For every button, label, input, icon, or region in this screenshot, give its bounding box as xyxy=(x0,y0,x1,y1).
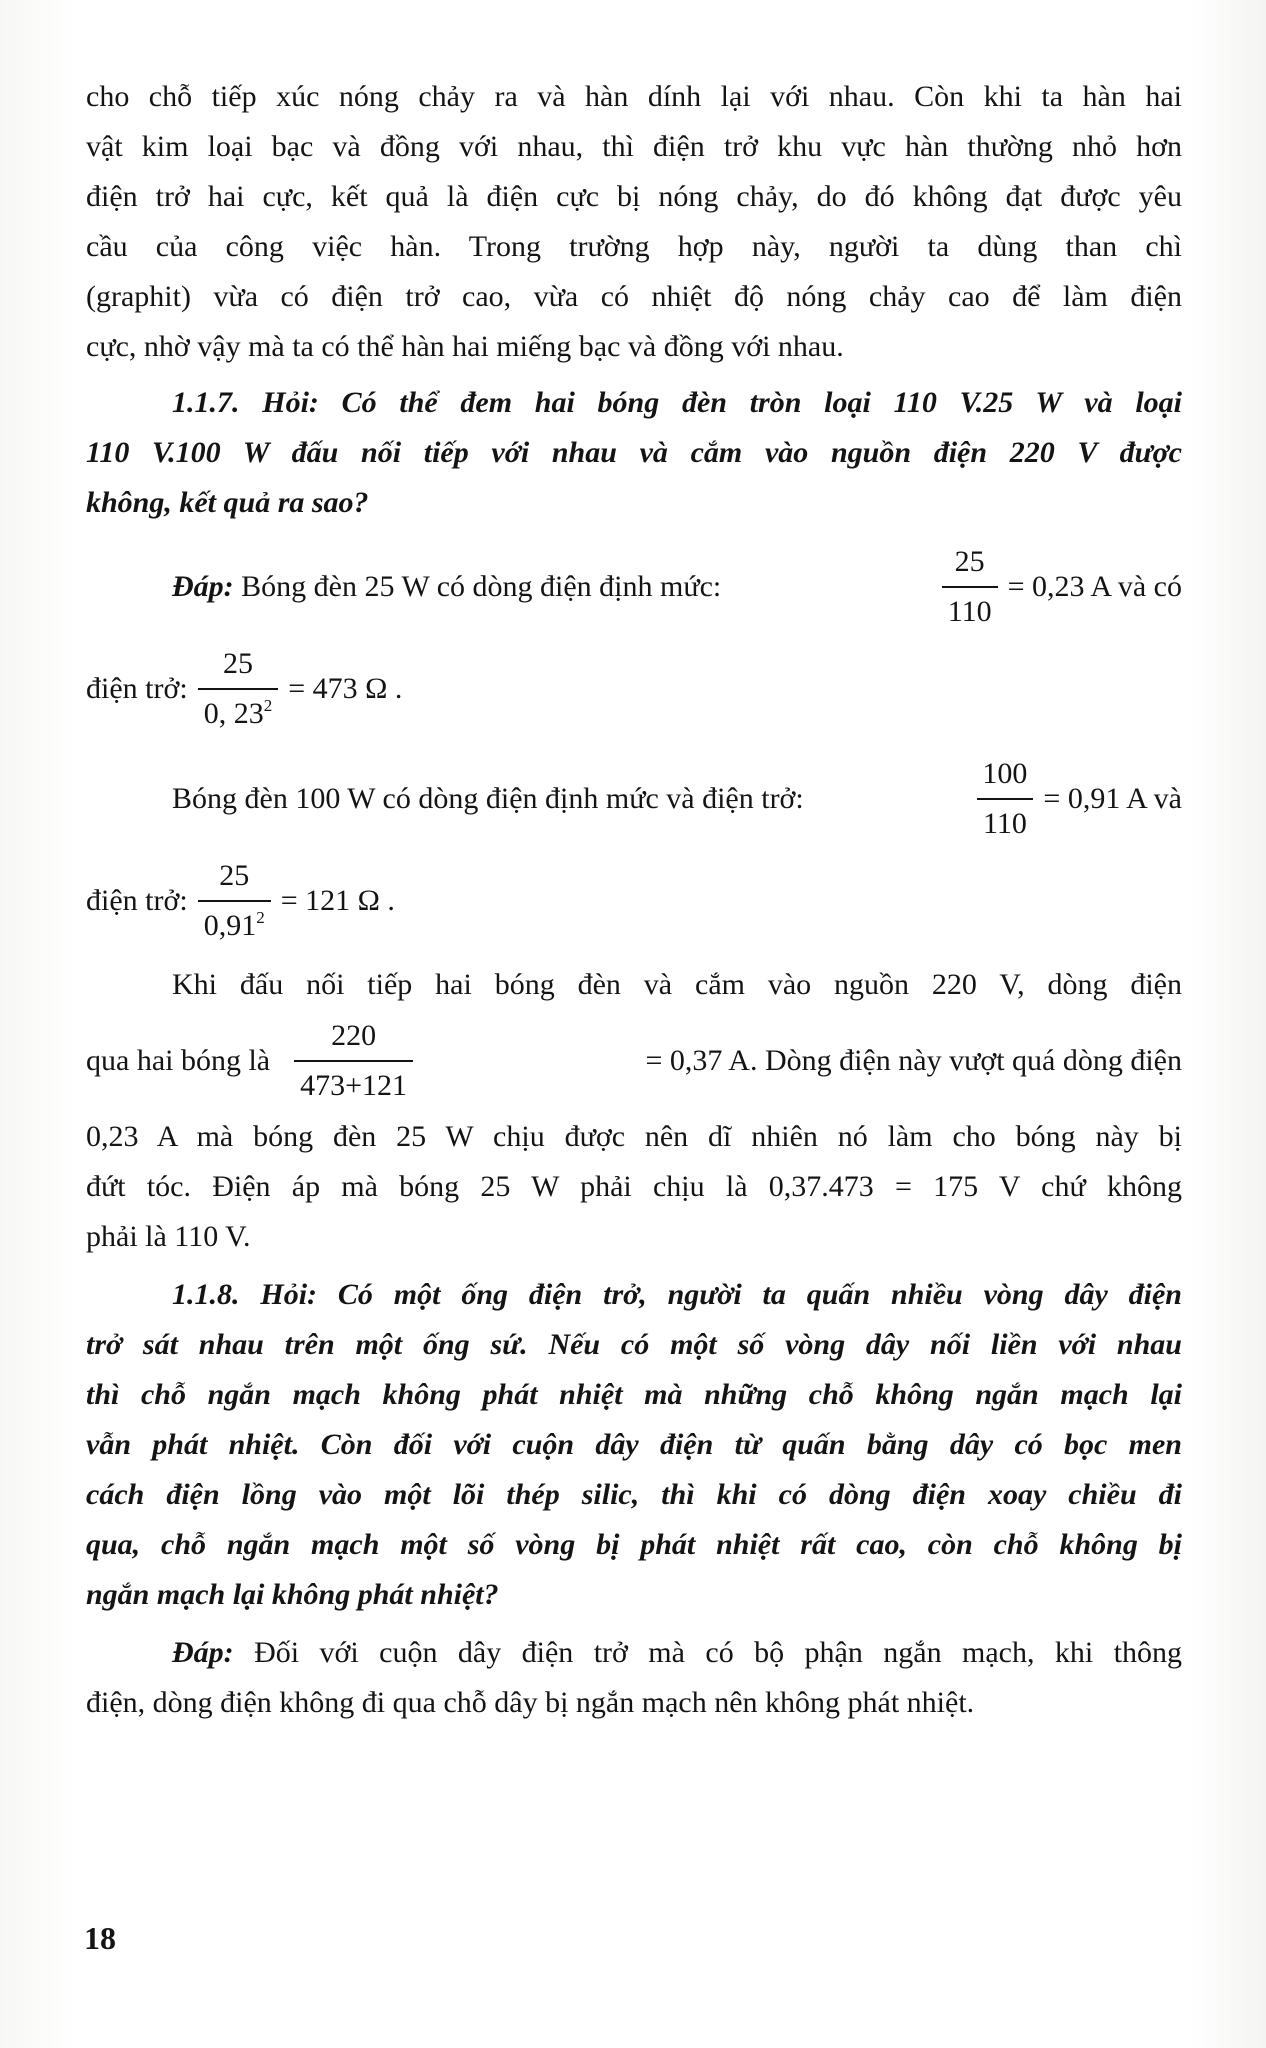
question-line: 110 V.100 W đấu nối tiếp với nhau và cắm vào nguồn điện 220 V được xyxy=(86,436,1182,469)
question-line: cách điện lồng vào một lõi thép silic, thì khi có dòng điện xoay chiều đi xyxy=(86,1478,1182,1511)
answer-text-line: phải là 110 V. xyxy=(86,1220,251,1253)
page-body xyxy=(86,72,1182,1728)
answer-1-1-7 xyxy=(86,544,1182,1262)
page-number: 18 xyxy=(84,1920,116,1956)
answer-label: Đáp: xyxy=(172,1636,234,1669)
answer-line-4 xyxy=(86,858,1182,944)
exponent: 2 xyxy=(263,696,273,715)
answer-text: điện trở: xyxy=(86,672,188,705)
fraction-denominator xyxy=(198,688,279,732)
question-1-1-8 xyxy=(86,1270,1182,1620)
fraction-current-100w xyxy=(976,756,1033,842)
fraction-denominator: 473+121 xyxy=(294,1060,413,1104)
answer-text: = 473 Ω . xyxy=(288,672,403,705)
answer-text: Đối với cuộn dây điện trở mà có bộ phận ngắn mạch, khi thông xyxy=(254,1636,1183,1669)
fraction-resistance-100w xyxy=(198,858,271,944)
question-line: thì chỗ ngắn mạch không phát nhiệt mà những chỗ không ngắn mạch lại xyxy=(86,1378,1182,1411)
fraction-resistance-25w xyxy=(198,646,279,732)
answer-text: điện trở: xyxy=(86,884,188,917)
question-line: qua, chỗ ngắn mạch một số vòng bị phát nhiệt rất cao, còn chỗ không bị xyxy=(86,1528,1182,1561)
question-line: trở sát nhau trên một ống sứ. Nếu có một số vòng dây nối liền với nhau xyxy=(86,1328,1182,1361)
answer-text-line: Khi đấu nối tiếp hai bóng đèn và cắm vào nguồn 220 V, dòng điện xyxy=(172,968,1182,1001)
answer-line-2 xyxy=(86,646,1182,732)
answer-text: = 0,23 A và có xyxy=(1007,570,1182,603)
answer-text-line xyxy=(86,1628,1182,1678)
fraction-numerator: 220 xyxy=(331,1019,377,1052)
question-line: vẫn phát nhiệt. Còn đối với cuộn dây điện từ quấn bằng dây có bọc men xyxy=(86,1428,1182,1461)
fraction-numerator: 25 xyxy=(222,647,253,680)
denominator-base: 0,91 xyxy=(203,909,257,942)
fraction-series-current xyxy=(294,1018,413,1104)
answer-line-6 xyxy=(86,1018,1182,1104)
denominator-base: 0, 23 xyxy=(203,697,264,730)
answer-text: Bóng đèn 100 W có dòng điện định mức và điện trở: xyxy=(172,782,804,815)
answer-text: = 0,37 A. Dòng điện này vượt quá dòng điện xyxy=(645,1044,1182,1077)
fraction-numerator: 25 xyxy=(954,545,985,578)
answer-text-line: điện, dòng điện không đi qua chỗ dây bị ngắn mạch nên không phát nhiệt. xyxy=(86,1686,975,1719)
answer-text: Bóng đèn 25 W có dòng điện định mức: xyxy=(241,570,722,603)
answer-1-1-8 xyxy=(86,1628,1182,1728)
fraction-denominator: 110 xyxy=(977,798,1033,842)
text-line: cho chỗ tiếp xúc nóng chảy ra và hàn dính lại với nhau. Còn khi ta hàn hai xyxy=(86,80,1182,113)
fraction-numerator: 25 xyxy=(219,859,250,892)
text-line: cầu của công việc hàn. Trong trường hợp này, người ta dùng than chì xyxy=(86,230,1182,263)
text-line: cực, nhờ vậy mà ta có thể hàn hai miếng bạc và đồng với nhau. xyxy=(86,330,844,363)
question-1-1-7 xyxy=(86,378,1182,528)
answer-text-line: 0,23 A mà bóng đèn 25 W chịu được nên dĩ nhiên nó làm cho bóng này bị xyxy=(86,1120,1182,1153)
text-line: điện trở hai cực, kết quả là điện cực bị nóng chảy, do đó không đạt được yêu xyxy=(86,180,1182,213)
answer-text: = 0,91 A và xyxy=(1043,782,1182,815)
question-line: 1.1.7. Hỏi: Có thể đem hai bóng đèn tròn loại 110 V.25 W và loại xyxy=(172,386,1182,419)
text-line: vật kim loại bạc và đồng với nhau, thì điện trở khu vực hàn thường nhỏ hơn xyxy=(86,130,1182,163)
fraction-current-25w xyxy=(942,544,998,630)
question-line: không, kết quả ra sao? xyxy=(86,486,369,519)
text-line: (graphit) vừa có điện trở cao, vừa có nhiệt độ nóng chảy cao để làm điện xyxy=(86,280,1182,313)
answer-text: = 121 Ω . xyxy=(280,884,395,917)
fraction-numerator: 100 xyxy=(982,757,1028,790)
answer-line-1 xyxy=(86,544,1182,630)
intro-paragraph xyxy=(86,72,1182,372)
question-line: ngắn mạch lại không phát nhiệt? xyxy=(86,1578,499,1611)
answer-text: qua hai bóng là xyxy=(86,1044,271,1077)
fraction-denominator: 110 xyxy=(942,586,998,630)
exponent: 2 xyxy=(256,908,265,927)
fraction-denominator xyxy=(198,900,271,944)
answer-label: Đáp: xyxy=(172,570,234,603)
answer-line-3 xyxy=(86,756,1182,842)
question-line: 1.1.8. Hỏi: Có một ống điện trở, người ta quấn nhiều vòng dây điện xyxy=(172,1278,1182,1311)
answer-text-line: đứt tóc. Điện áp mà bóng 25 W phải chịu là 0,37.473 = 175 V chứ không xyxy=(86,1170,1182,1203)
